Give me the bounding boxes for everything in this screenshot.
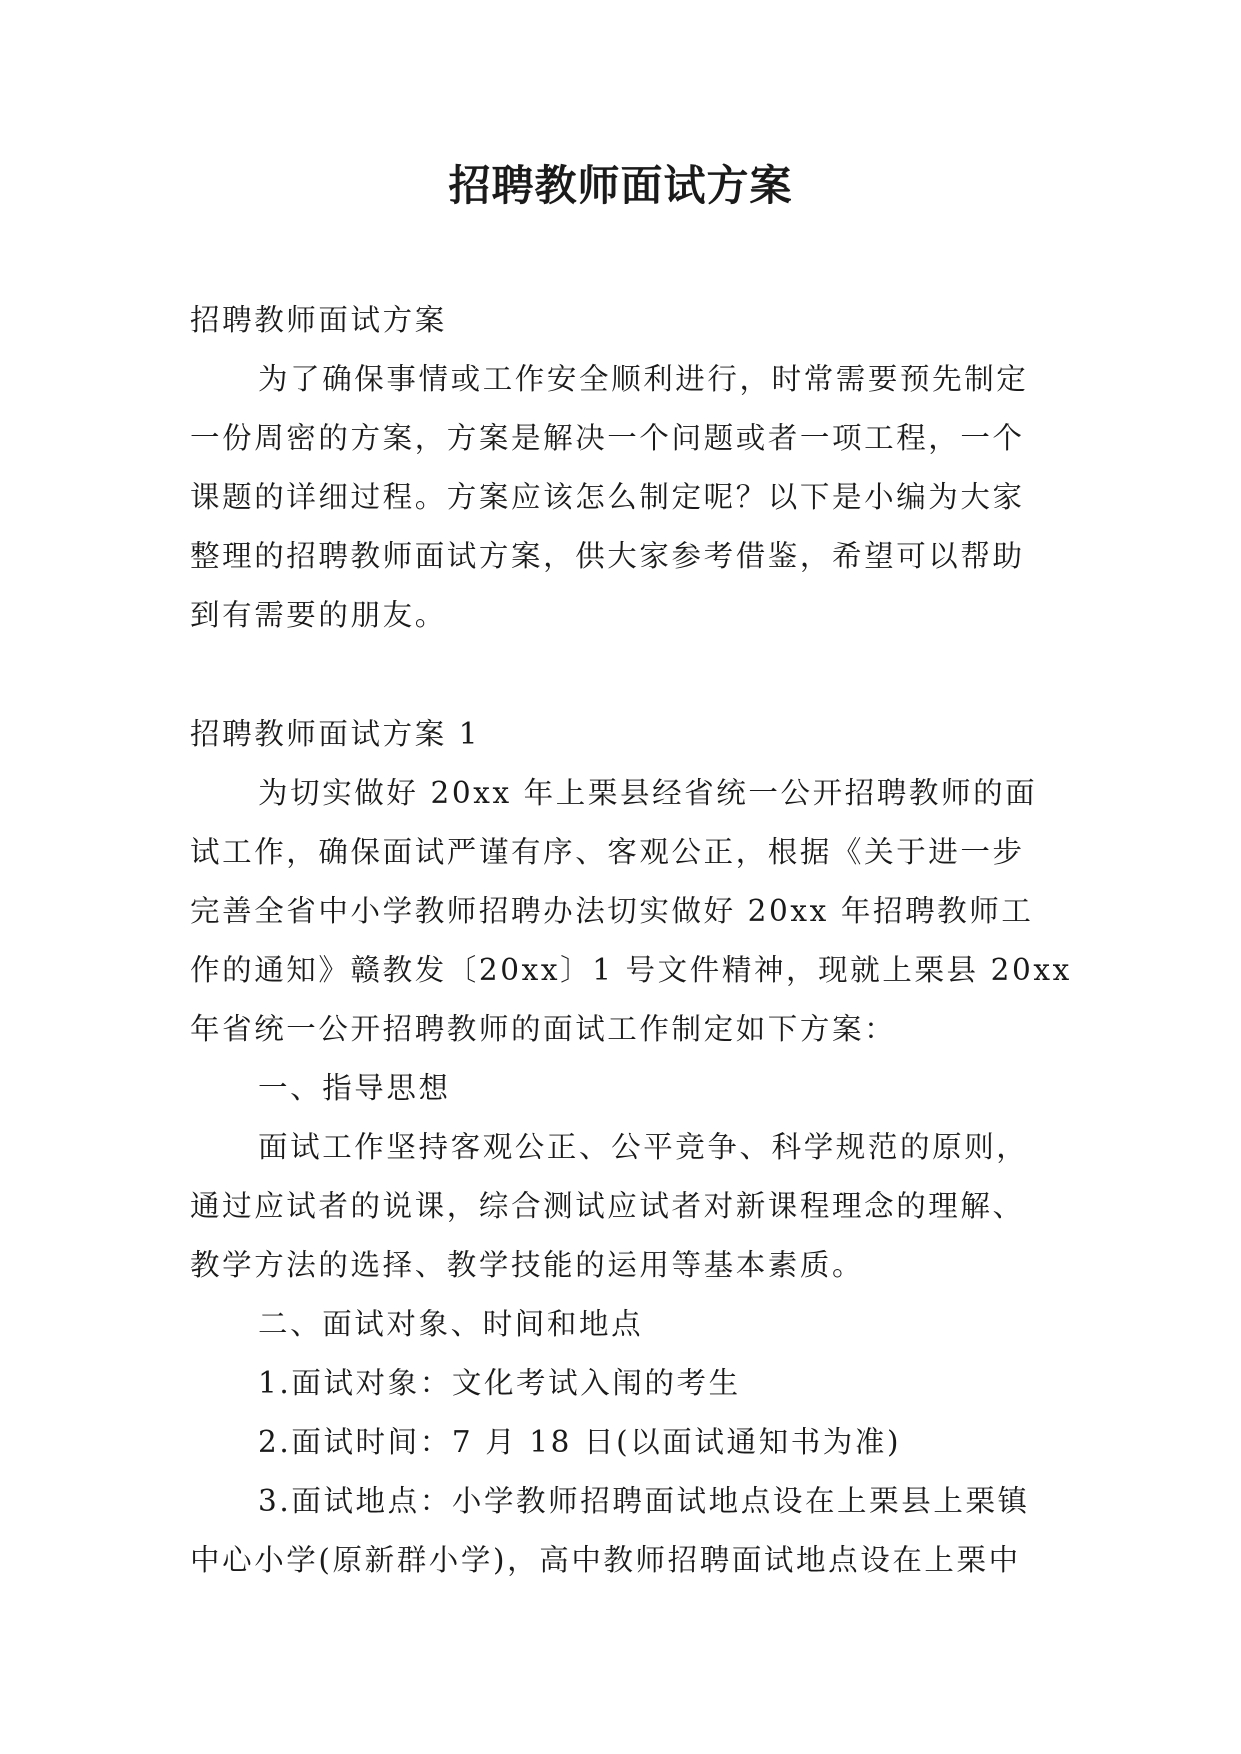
paragraph-line: 中心小学(原新群小学)，高中教师招聘面试地点设在上栗中 xyxy=(190,1543,1021,1577)
paragraph-line: 为了确保事情或工作安全顺利进行，时常需要预先制定 xyxy=(258,362,1029,396)
list-item-interview-time: 2.面试时间：7 月 18 日(以面试通知书为准) xyxy=(258,1425,902,1459)
list-item-interview-location: 3.面试地点：小学教师招聘面试地点设在上栗县上栗镇 xyxy=(258,1484,1030,1518)
section-heading-intro: 招聘教师面试方案 xyxy=(190,303,447,337)
paragraph-line: 为切实做好 20xx 年上栗县经省统一公开招聘教师的面 xyxy=(258,776,1038,810)
paragraph-line: 课题的详细过程。方案应该怎么制定呢？以下是小编为大家 xyxy=(190,480,1025,514)
paragraph-line: 到有需要的朋友。 xyxy=(190,598,447,632)
paragraph-line: 作的通知》赣教发〔20xx〕1 号文件精神，现就上栗县 20xx xyxy=(190,953,1072,987)
paragraph-gap xyxy=(190,645,1060,705)
section-heading-plan-1: 招聘教师面试方案 1 xyxy=(190,717,481,751)
paragraph-line: 一份周密的方案，方案是解决一个问题或者一项工程，一个 xyxy=(190,421,1025,455)
paragraph-line: 年省统一公开招聘教师的面试工作制定如下方案： xyxy=(190,1012,897,1046)
paragraph-line: 面试工作坚持客观公正、公平竞争、科学规范的原则， xyxy=(258,1130,1029,1164)
document-title: 招聘教师面试方案 xyxy=(448,161,793,210)
subheading-interview-details: 二、面试对象、时间和地点 xyxy=(258,1307,644,1341)
paragraph-line: 通过应试者的说课，综合测试应试者对新课程理念的理解、 xyxy=(190,1189,1025,1223)
subheading-guiding-ideology: 一、指导思想 xyxy=(258,1071,451,1105)
paragraph-line: 完善全省中小学教师招聘办法切实做好 20xx 年招聘教师工 xyxy=(190,894,1034,928)
paragraph-line: 教学方法的选择、教学技能的运用等基本素质。 xyxy=(190,1248,865,1282)
paragraph-line: 整理的招聘教师面试方案，供大家参考借鉴，希望可以帮助 xyxy=(190,539,1025,573)
document-body xyxy=(190,291,1072,1590)
paragraph-line: 试工作，确保面试严谨有序、客观公正，根据《关于进一步 xyxy=(190,835,1025,869)
list-item-interview-target: 1.面试对象：文化考试入闱的考生 xyxy=(258,1366,741,1400)
